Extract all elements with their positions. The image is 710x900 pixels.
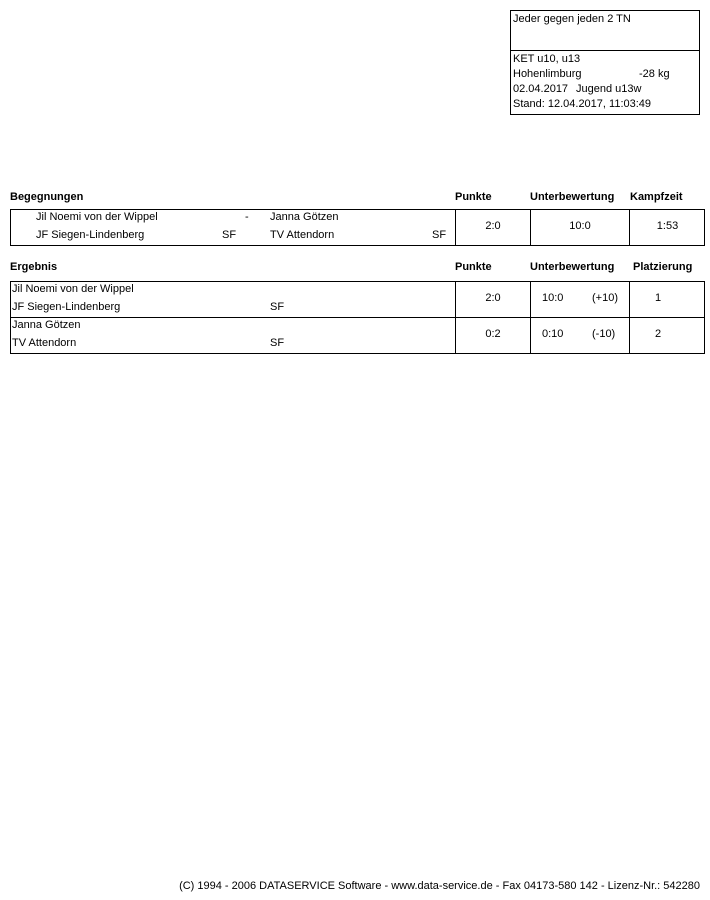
age-category: Jugend u13w: [576, 83, 642, 95]
fighter-2-club: TV Attendorn: [270, 229, 335, 241]
tournament-mode: Jeder gegen jeden 2 TN: [513, 13, 631, 25]
event-name: KET u10, u13: [513, 53, 581, 65]
fighter-1-club: JF Siegen-Lindenberg: [36, 229, 145, 241]
stand-timestamp: Stand: 12.04.2017, 11:03:49: [513, 98, 652, 110]
fighter-1-club-tag: SF: [222, 229, 237, 241]
encounter-subscore: 10:0: [569, 220, 591, 232]
event-date: 02.04.2017: [513, 83, 569, 95]
results-col-points: Punkte: [455, 261, 492, 273]
result-club-tag: SF: [270, 337, 285, 349]
fighter-2-name: Janna Götzen: [270, 211, 339, 223]
results-row-divider: [10, 317, 705, 318]
result-club: TV Attendorn: [12, 337, 77, 349]
result-subscore: 10:0: [542, 292, 564, 304]
footer-copyright: (C) 1994 - 2006 DATASERVICE Software - www.data-service.de - Fax 04173-580 142 - Lizenz-Nr.: 542280: [179, 880, 700, 892]
encounters-col-subscore: Unterbewertung: [530, 191, 615, 203]
results-col-place: Platzierung: [633, 261, 693, 273]
result-diff: (-10): [592, 328, 616, 340]
result-name: Janna Götzen: [12, 319, 81, 331]
results-col-subscore: Unterbewertung: [530, 261, 615, 273]
encounters-title: Begegnungen: [10, 191, 84, 203]
result-club: JF Siegen-Lindenberg: [12, 301, 121, 313]
results-title: Ergebnis: [10, 261, 58, 273]
result-name: Jil Noemi von der Wippel: [12, 283, 134, 295]
fighter-1-name: Jil Noemi von der Wippel: [36, 211, 158, 223]
result-diff: (+10): [592, 292, 618, 304]
event-location: Hohenlimburg: [513, 68, 582, 80]
encounters-col-time: Kampfzeit: [630, 191, 683, 203]
encounters-col-points: Punkte: [455, 191, 492, 203]
results-col-divider: [530, 281, 531, 354]
result-points: 2:0: [485, 292, 501, 304]
result-points: 0:2: [485, 328, 501, 340]
result-place: 1: [654, 292, 662, 304]
encounter-points: 2:0: [485, 220, 501, 232]
result-place: 2: [654, 328, 662, 340]
header-divider: [510, 50, 700, 51]
vs-separator: -: [245, 211, 249, 223]
result-subscore: 0:10: [542, 328, 564, 340]
encounter-time: 1:53: [656, 220, 679, 232]
result-club-tag: SF: [270, 301, 285, 313]
fighter-2-club-tag: SF: [432, 229, 447, 241]
weight-class: -28 kg: [639, 68, 670, 80]
